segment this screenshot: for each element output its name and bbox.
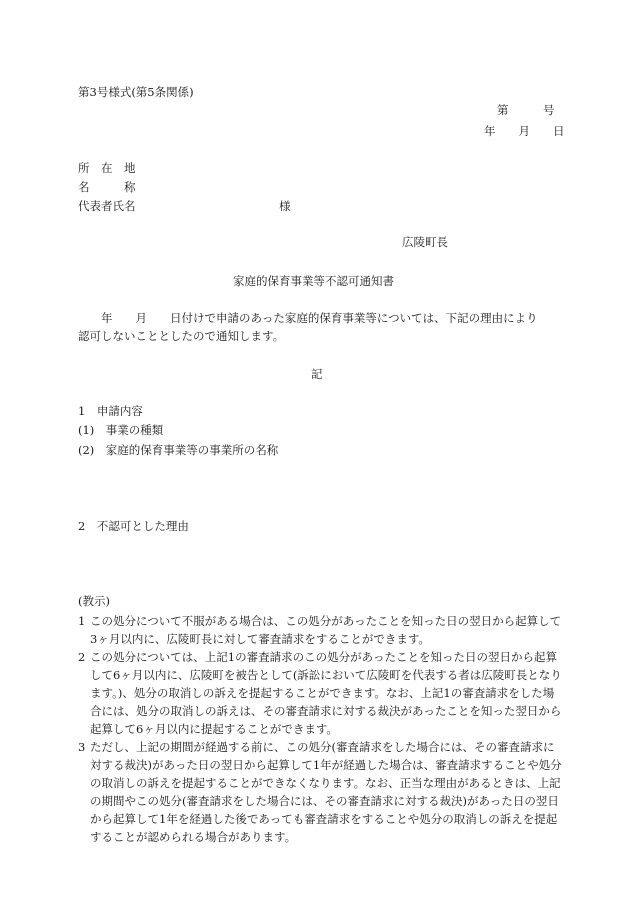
- section2-heading: 2 不認可とした理由: [78, 519, 189, 533]
- document-date: 年 月 日: [484, 124, 565, 138]
- instruction-text: ただし、上記の期間が経過する前に、この処分(審査請求をした場合には、その審査請求に対する裁決)があった日の翌日から起算して1年が経過した場合は、審査請求することや処分の取消しの訴えを提起することができなくなります。なお、正当な理由があるときは、上記の期間やこの処分(審査請求をした場合には、その審査請求に対する裁決)があった日の翌日から起算して1年を経過した後であっても審査請求をすることや処分の取消しの訴えを提起することが認められる場合があります。: [90, 740, 562, 844]
- instruction-item: [78, 738, 564, 846]
- honorific: 様: [279, 199, 291, 213]
- body-line-1: 年 月 日付けで申請のあった家庭的保育事業等については、下記の理由により: [78, 311, 538, 325]
- instruction-item: [78, 648, 564, 738]
- instruction-text: この処分について不服がある場合は、この処分があったことを知った日の翌日から起算して3ヶ月以内に、広陵町長に対して審査請求をすることができます。: [90, 614, 562, 646]
- document-title: 家庭的保育事業等不認可通知書: [233, 274, 394, 288]
- document-number: 第 号: [497, 103, 555, 117]
- address-label: 所 在 地: [78, 161, 136, 175]
- instruction-number: 2: [78, 650, 86, 664]
- section1-item-1: (1) 事業の種類: [78, 423, 164, 437]
- body-text: [78, 309, 558, 345]
- sender: 広陵町長: [402, 235, 448, 249]
- instruction-number: 1: [78, 614, 86, 628]
- section1-item-2: (2) 家庭的保育事業等の事業所の名称: [78, 443, 279, 457]
- instruction-number: 3: [78, 740, 86, 754]
- name-label: 名 称: [78, 180, 136, 194]
- representative-label: 代表者氏名: [78, 199, 136, 213]
- instructions-list: [78, 612, 564, 846]
- section1-heading: 1 申請内容: [78, 404, 143, 418]
- instruction-item: [78, 612, 564, 648]
- form-label: 第3号様式(第5条関係): [78, 85, 194, 99]
- instructions-heading: (教示): [78, 594, 110, 608]
- body-line-2: 認可しないこととしたので通知します。: [78, 329, 285, 343]
- ki-marker: 記: [311, 367, 323, 381]
- instruction-text: この処分については、上記1の審査請求のこの処分があったことを知った日の翌日から起算して6ヶ月以内に、広陵町を被告として(訴訟において広陵町を代表する者は広陵町長となります。)、処分の取消しの訴えを提起することができます。なお、上記1の審査請求をした場合には、処分の取消しの訴えは、その審査請求に対する裁決があったことを知った翌日から起算して6ヶ月以内に提起することができます。: [90, 650, 562, 736]
